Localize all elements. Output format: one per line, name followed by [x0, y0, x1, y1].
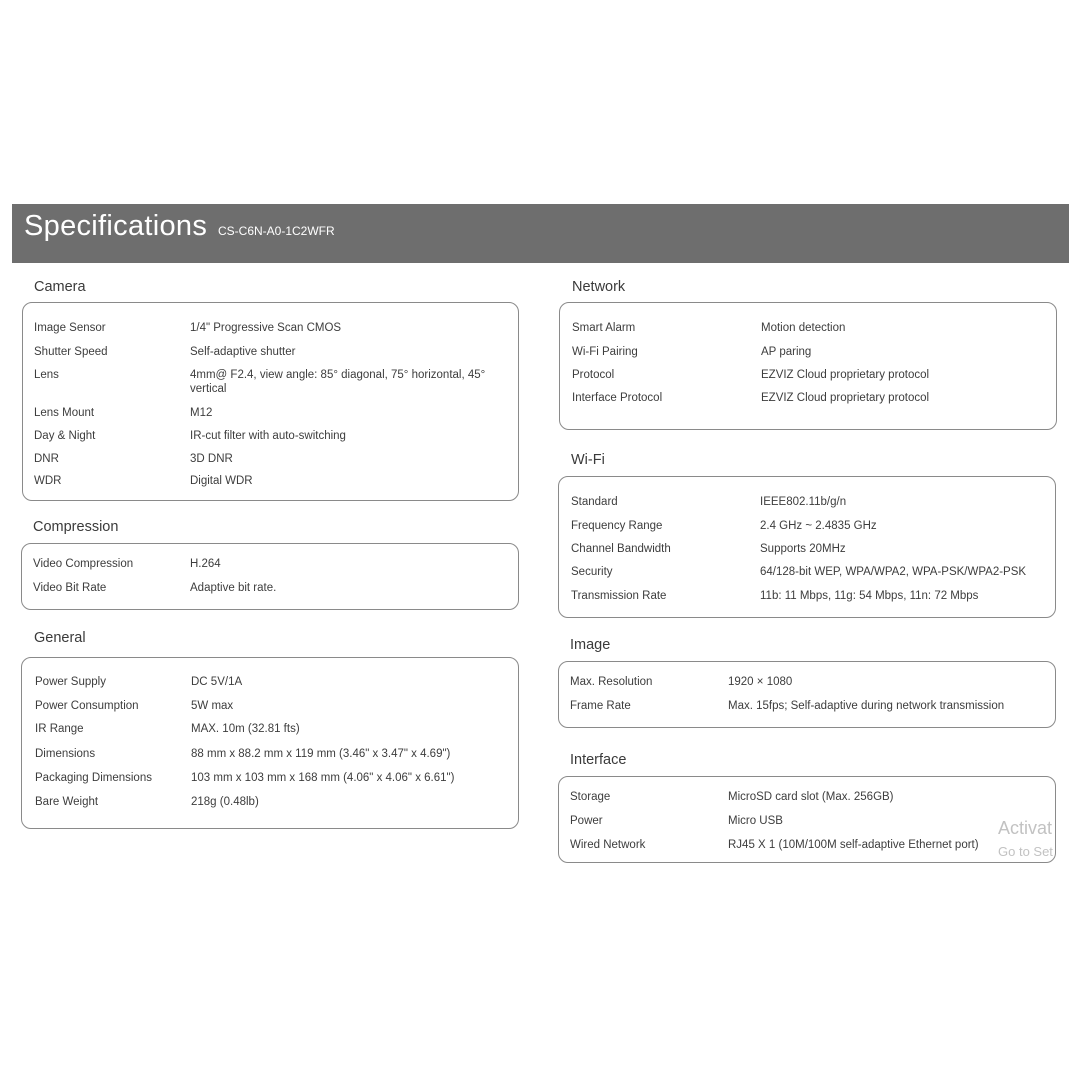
spec-label: Power — [570, 815, 603, 827]
compression-section-title: Compression — [33, 519, 119, 535]
spec-label: Frequency Range — [571, 520, 663, 532]
camera-section-title: Camera — [34, 279, 86, 295]
spec-label: Wi-Fi Pairing — [572, 346, 638, 358]
general-section-title: General — [34, 630, 86, 646]
spec-value: IR-cut filter with auto-switching — [190, 430, 346, 442]
spec-value: IEEE802.11b/g/n — [760, 496, 847, 508]
spec-value: MicroSD card slot (Max. 256GB) — [728, 791, 894, 803]
spec-value: EZVIZ Cloud proprietary protocol — [761, 392, 930, 404]
spec-label: Transmission Rate — [571, 590, 667, 602]
spec-value: H.264 — [190, 558, 221, 570]
spec-value: EZVIZ Cloud proprietary protocol — [761, 369, 930, 381]
spec-label: Lens — [34, 369, 59, 381]
spec-label: Day & Night — [34, 430, 96, 442]
spec-label: Standard — [571, 496, 618, 508]
spec-label: Packaging Dimensions — [35, 772, 152, 784]
specifications-header — [12, 204, 1069, 263]
spec-label: Shutter Speed — [34, 346, 108, 358]
spec-label: Wired Network — [570, 839, 646, 851]
image-spec-box — [558, 661, 1056, 728]
spec-label: Power Supply — [35, 676, 106, 688]
spec-value: MAX. 10m (32.81 fts) — [191, 723, 300, 735]
spec-label: Image Sensor — [34, 322, 106, 334]
spec-value: 64/128-bit WEP, WPA/WPA2, WPA-PSK/WPA2-PSK — [760, 566, 1027, 578]
spec-value: 11b: 11 Mbps, 11g: 54 Mbps, 11n: 72 Mbps — [760, 590, 979, 602]
spec-value: DC 5V/1A — [191, 676, 243, 688]
compression-spec-box — [21, 543, 519, 610]
spec-value: Micro USB — [728, 815, 783, 827]
activation-watermark-subtitle: Go to Set — [998, 844, 1053, 859]
spec-label: Frame Rate — [570, 700, 631, 712]
wifi-section-title: Wi-Fi — [571, 452, 605, 468]
spec-value: 1920 × 1080 — [728, 676, 793, 688]
interface-spec-box — [558, 776, 1056, 863]
spec-label: IR Range — [35, 723, 84, 735]
spec-label: Storage — [570, 791, 611, 803]
spec-label: Lens Mount — [34, 407, 95, 419]
spec-value: RJ45 X 1 (10M/100M self-adaptive Ethernet port) — [728, 839, 979, 851]
spec-value: Max. 15fps; Self-adaptive during network transmission — [728, 700, 1005, 712]
spec-value: 4mm@ F2.4, view angle: 85° diagonal, 75° horizontal, 45° vertical — [190, 369, 486, 395]
activation-watermark-title: Activat — [998, 818, 1053, 838]
spec-value: Digital WDR — [190, 475, 253, 487]
spec-value: AP paring — [761, 346, 812, 358]
spec-value: Supports 20MHz — [760, 543, 846, 555]
spec-label: Interface Protocol — [572, 392, 663, 404]
network-spec-box — [559, 302, 1057, 430]
general-spec-box — [21, 657, 519, 829]
spec-value: 5W max — [191, 700, 234, 712]
spec-value: 103 mm x 103 mm x 168 mm (4.06" x 4.06" x 6.61") — [191, 772, 455, 784]
spec-label: Dimensions — [35, 748, 96, 760]
spec-label: Smart Alarm — [572, 322, 636, 334]
model-number: CS-C6N-A0-1C2WFR — [218, 224, 335, 238]
spec-label: Channel Bandwidth — [571, 543, 671, 555]
spec-label: Power Consumption — [35, 700, 139, 712]
spec-value: 2.4 GHz ~ 2.4835 GHz — [760, 520, 877, 532]
spec-label: Video Bit Rate — [33, 582, 107, 594]
spec-value: 3D DNR — [190, 453, 233, 465]
spec-label: Max. Resolution — [570, 676, 653, 688]
spec-label: Security — [571, 566, 613, 578]
spec-value: 1/4" Progressive Scan CMOS — [190, 322, 342, 334]
spec-value: 88 mm x 88.2 mm x 119 mm (3.46" x 3.47" x 4.69") — [191, 748, 451, 760]
spec-value: Motion detection — [761, 322, 846, 334]
spec-value: M12 — [190, 407, 213, 419]
spec-label: Bare Weight — [35, 796, 99, 808]
spec-label: Protocol — [572, 369, 615, 381]
spec-label: DNR — [34, 453, 59, 465]
network-section-title: Network — [572, 279, 626, 295]
spec-value: Adaptive bit rate. — [190, 582, 277, 594]
spec-label: Video Compression — [33, 558, 134, 570]
spec-value: 218g (0.48lb) — [191, 796, 259, 808]
page-title: Specifications — [24, 210, 208, 242]
spec-value: Self-adaptive shutter — [190, 346, 296, 358]
camera-spec-box — [22, 302, 519, 501]
image-section-title: Image — [570, 637, 611, 653]
interface-section-title: Interface — [570, 752, 627, 768]
wifi-spec-box — [558, 476, 1056, 618]
spec-label: WDR — [34, 475, 62, 487]
